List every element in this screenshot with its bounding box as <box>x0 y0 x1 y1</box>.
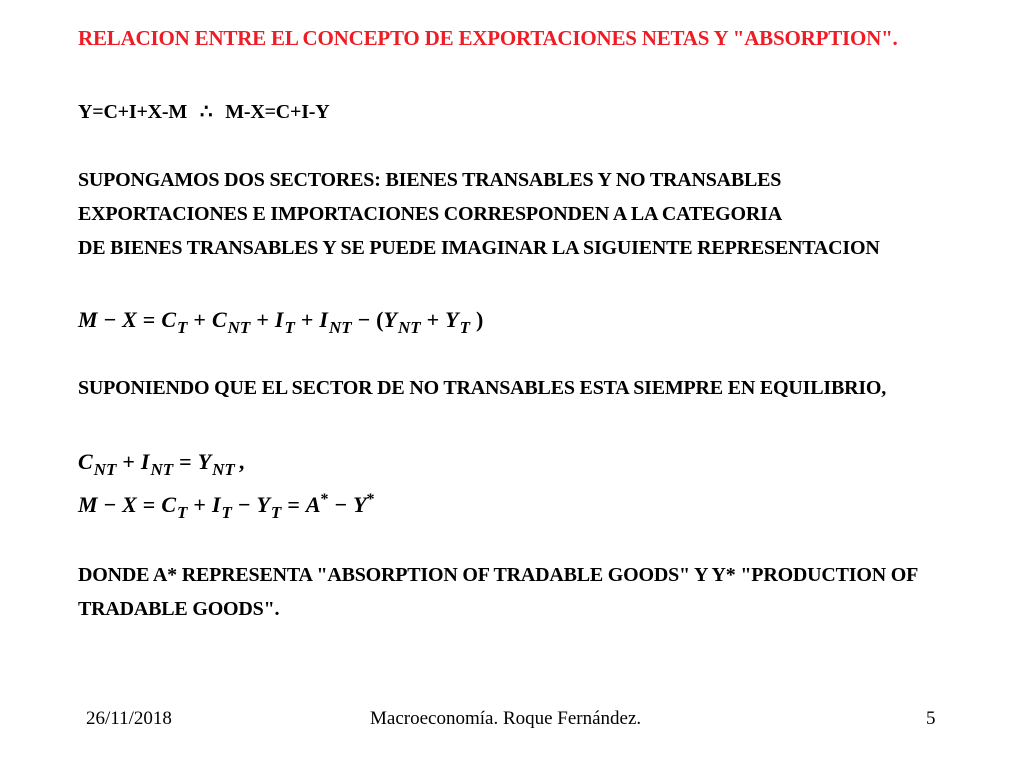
eq1-c: C <box>161 307 177 332</box>
eq1-i-nt: I <box>319 307 328 332</box>
eq3-y: Y <box>353 492 367 517</box>
eq2-sub-nt: NT <box>212 460 235 479</box>
identity-line <box>78 99 330 124</box>
eq1-sub-t: T <box>459 318 470 337</box>
paragraph1-line2: EXPORTACIONES E IMPORTACIONES CORRESPONDEN A LA CATEGORIA <box>78 203 782 225</box>
eq2-equals: = <box>179 449 192 474</box>
paragraph2: SUPONIENDO QUE EL SECTOR DE NO TRANSABLES ESTA SIEMPRE EN EQUILIBRIO, <box>78 377 887 399</box>
eq2-sub-nt: NT <box>150 460 174 479</box>
eq3-sub-t: T <box>270 503 282 522</box>
eq2-sub-nt: NT <box>93 460 117 479</box>
eq2-y: Y <box>197 449 212 474</box>
eq1-sub-t: T <box>284 318 295 337</box>
equation-2 <box>78 449 244 480</box>
eq1-sub-nt: NT <box>328 318 352 337</box>
eq1-y-t: Y <box>445 307 459 332</box>
eq2-c: C <box>78 449 93 474</box>
eq2-i: I <box>140 449 150 474</box>
eq3-sub-t: T <box>177 503 188 522</box>
eq3-minus: − <box>237 492 251 517</box>
eq1-sub-nt: NT <box>397 318 421 337</box>
identity-right: M-X=C+I-Y <box>225 101 330 123</box>
footer-date: 26/11/2018 <box>86 708 172 729</box>
eq3-i: I <box>211 492 221 517</box>
eq3-a: A <box>305 492 321 517</box>
eq3-minus: − <box>103 492 117 517</box>
eq1-plus: + <box>256 307 269 332</box>
eq1-close-paren: ) <box>476 307 484 332</box>
eq1-open-paren: ( <box>376 307 384 332</box>
eq3-x: X <box>122 492 137 517</box>
eq1-plus: + <box>193 307 206 332</box>
eq1-sub-nt: NT <box>227 318 251 337</box>
eq1-sub-t: T <box>177 318 188 337</box>
eq1-y-nt: Y <box>383 307 397 332</box>
paragraph1-line1: SUPONGAMOS DOS SECTORES: BIENES TRANSABLES Y NO TRANSABLES <box>78 169 782 191</box>
eq3-c: C <box>161 492 177 517</box>
eq3-equals: = <box>287 492 300 517</box>
therefore-symbol: ∴ <box>199 101 213 123</box>
slide-title: RELACION ENTRE EL CONCEPTO DE EXPORTACIONES NETAS Y "ABSORPTION". <box>78 26 898 50</box>
identity-left: Y=C+I+X-M <box>78 101 188 123</box>
eq3-m: M <box>78 492 98 517</box>
paragraph3-line2: TRADABLE GOODS". <box>78 598 280 620</box>
eq3-minus: − <box>334 492 348 517</box>
eq1-equals: = <box>142 307 156 332</box>
eq1-c-nt: C <box>211 307 227 332</box>
eq3-star: * <box>320 491 329 508</box>
eq2-plus: + <box>122 449 135 474</box>
paragraph3-line1: DONDE A* REPRESENTA "ABSORPTION OF TRADABLE GOODS" Y Y* "PRODUCTION OF <box>78 564 919 586</box>
footer-author: Macroeconomía. Roque Fernández. <box>370 708 642 729</box>
equation-3 <box>78 491 375 523</box>
eq3-y-t: Y <box>256 492 270 517</box>
eq1-minus: − <box>103 307 117 332</box>
eq3-plus: + <box>193 492 206 517</box>
eq1-plus: + <box>426 307 440 332</box>
eq1-m: M <box>78 307 98 332</box>
eq1-i-t: I <box>274 307 284 332</box>
eq1-x: X <box>122 307 137 332</box>
eq3-sub-t: T <box>221 503 232 522</box>
equation-1 <box>78 307 483 338</box>
eq3-equals: = <box>142 492 156 517</box>
eq1-plus: + <box>300 307 314 332</box>
eq1-minus: − <box>357 307 371 332</box>
eq2-comma: , <box>238 449 245 474</box>
eq3-star: * <box>366 491 375 508</box>
paragraph1-line3: DE BIENES TRANSABLES Y SE PUEDE IMAGINAR LA SIGUIENTE REPRESENTACION <box>78 237 880 259</box>
page-number: 5 <box>926 708 936 729</box>
